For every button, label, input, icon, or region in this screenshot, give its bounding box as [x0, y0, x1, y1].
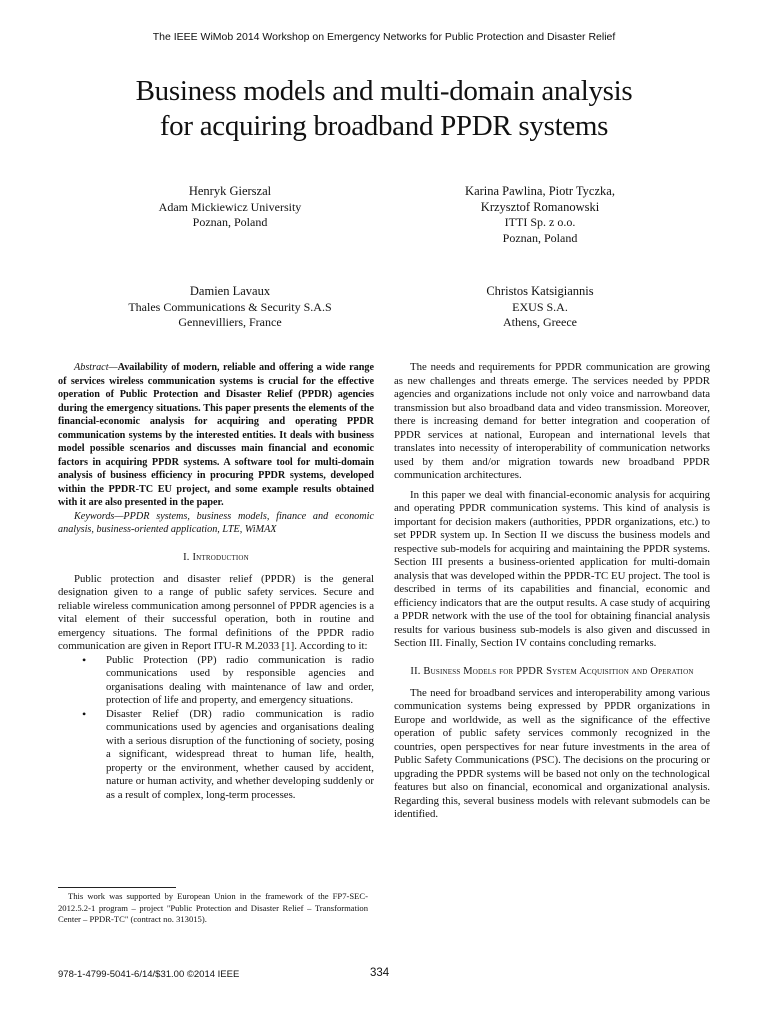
copyright-line: 978-1-4799-5041-6/14/$31.00 ©2014 IEEE — [58, 969, 240, 980]
author-location: Athens, Greece — [503, 315, 577, 329]
list-item: • Public Protection (PP) radio communication is radio communications used by responsible agencies and organisations dealing with maintenance of law and order, protection of life and property, and emergency situations. — [90, 654, 374, 708]
author-block-3 — [80, 284, 380, 331]
keywords: Keywords—PPDR systems, business models, finance and economic analysis, business-oriented application, LTE, WiMAX — [58, 510, 374, 535]
body-paragraph: In this paper we deal with financial-economic analysis for acquiring and operating PPDR communication systems. This kind of analysis is important for decision makers (authorities, PPDR organizations, etc.) to set PPDR system up. In Section II we discuss the business models and respective sub-models for acquiring and maintaining the PPDR systems. Section III presents a business-oriented application for multi-domain analysis that was developed within the PPDR-TC EU project. The tool is described in terms of its capabilities and financial, economic and efficiency indicators that are the output results. A case study of acquiring a PPDR network with the use of the tool for obtaining financial analysis results for various business sub-models is also given and discussed in Section III. Finally, Section IV contains concluding remarks. — [394, 488, 710, 649]
definition-list — [58, 654, 374, 803]
author-affiliation: ITTI Sp. z o.o. — [504, 215, 576, 229]
title-line-2: for acquiring broadband PPDR systems — [159, 110, 609, 142]
author-affiliation: Adam Mickiewicz University — [158, 199, 302, 214]
author-block-1 — [100, 184, 360, 231]
author-location: Poznan, Poland — [192, 215, 268, 229]
abstract-label: Abstract— — [74, 362, 118, 373]
author-name-line-2: Krzysztof Romanowski — [480, 199, 600, 214]
author-affiliation: Thales Communications & Security S.A.S — [128, 299, 332, 314]
body-paragraph: The needs and requirements for PPDR communication are growing as new challenges and threats emerge. The services needed by PPDR agencies and organizations include not only voice and narrowband data transmission but also broadband data and video transmission. Moreover, there is increasing demand for better integration and cooperation of PPDR services at national, European and international levels that translates into necessity of interoperability of communication networks used by them and/or migration towards new broadband PPDR communication architectures. — [394, 361, 710, 481]
author-location: Poznan, Poland — [502, 230, 578, 245]
funding-footnote: This work was supported by European Union in the framework of the FP7-SEC-2012.5.2-1 program – project "Public Protection and Disaster Relief – Transformation Center – PPDR-TC" (contract no. 313015). — [58, 891, 368, 924]
footnote-divider — [58, 887, 176, 888]
author-block-2 — [410, 184, 670, 246]
section-heading-introduction: I. Introduction — [183, 551, 249, 563]
author-name: Christos Katsigiannis — [486, 284, 594, 298]
author-affiliation: EXUS S.A. — [512, 299, 568, 314]
left-column — [58, 361, 374, 802]
conference-header: The IEEE WiMob 2014 Workshop on Emergency Networks for Public Protection and Disaster Relief — [152, 31, 616, 43]
section-heading-business-models: II. Business Models for PPDR System Acquisition and Operation — [410, 665, 694, 677]
page-number: 334 — [370, 967, 390, 979]
author-location: Gennevilliers, France — [178, 315, 282, 329]
body-paragraph: The need for broadband services and interoperability among various communication systems being expressed by PPDR organizations in Europe and worldwide, as well as the significance of the effective operation of public safety services commonly recognized in the countries, open perspectives for near future investments in the area of Public Safety Communications (PSC). The decisions on the procuring or upgrading the PPDR systems will be based not only on the technological features but also on financial, economical and organizational analysis. Regarding this, several business models with relevant submodels can be identified. — [394, 686, 710, 820]
right-column — [394, 361, 710, 822]
paper-title — [60, 74, 708, 144]
abstract — [58, 361, 374, 510]
list-item: • Disaster Relief (DR) radio communication is radio communications used by agencies and organisations dealing with a serious disruption of the functioning of society, posing a significant, widespread threat to human life, health, property or the environment, whether caused by accident, nature or human activity, and whether developing suddenly or as a result of complex, long-term processes. — [90, 708, 374, 803]
author-name: Henryk Gierszal — [188, 184, 272, 198]
intro-paragraph: Public protection and disaster relief (PPDR) is the general designation given to a range of public safety services. Secure and reliable wireless communication among personnel of PPDR agencies is a vital element of their successful operation, both in routine and emergency situations. The formal definitions of the PPDR radio communication are given in Report ITU-R M.2033 [1]. According to it: — [58, 572, 374, 652]
abstract-text: Availability of modern, reliable and offering a wide range of services wireless communication systems is crucial for the effective operation of Public Protection and Disaster Relief (PPDR) agencies during the emergency situations. This paper presents the elements of the financial-economic analysis for acquiring and operating PPDR communication systems by the interested entities. It deals with business model possible scenarios and discusses main financial and economic factors in acquiring PPDR systems. A software tool for multi-domain analysis of business efficiency in procuring PPDR systems, developed within the PPDR-TC EU project, and some example results obtained with it are also presented in the paper. — [58, 362, 374, 508]
author-name: Damien Lavaux — [189, 284, 271, 298]
title-line-1: Business models and multi-domain analysis — [135, 75, 633, 107]
author-block-4 — [410, 284, 670, 331]
author-name: Karina Pawlina, Piotr Tyczka, — [465, 184, 615, 198]
